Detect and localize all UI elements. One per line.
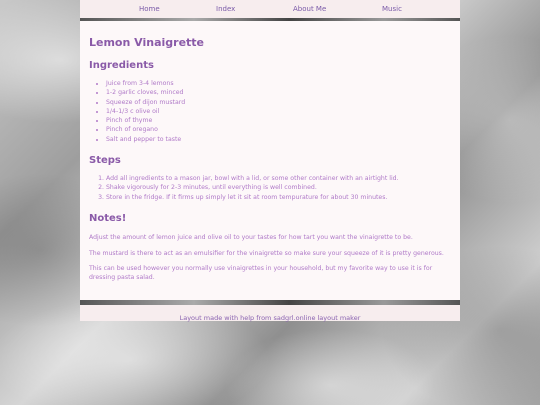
ingredient-item: • Pinch of thyme — [106, 116, 451, 125]
ingredient-item: • 1/4-1/3 c olive oil — [106, 107, 451, 116]
steps-heading: Steps — [89, 155, 121, 167]
nav-link-home[interactable]: Home — [139, 5, 160, 13]
note-paragraph: The mustard is there to act as an emulsifier for the vinaigrette so make sure your squeeze of it is pretty generous. — [89, 249, 444, 257]
ingredients-heading: Ingredients — [89, 60, 154, 71]
nav-link-about-me[interactable]: About Me — [293, 5, 327, 13]
notes-heading: Notes! — [89, 212, 127, 224]
step-item: 2. Shake vigorously for 2-3 minutes, until everything is well combined. — [106, 183, 451, 192]
nav-link-music[interactable]: Music — [382, 5, 402, 13]
page-title: Lemon Vinaigrette — [89, 36, 205, 49]
main-content — [80, 21, 460, 300]
ingredients-list — [89, 79, 451, 144]
note-paragraph: Adjust the amount of lemon juice and olive oil to your tastes for how tart you want the vinaigrette to be. — [89, 233, 413, 241]
footer — [80, 305, 460, 321]
steps-list — [89, 174, 451, 202]
step-item: 3. Store in the fridge. If it firms up simply let it sit at room tempurature for about 30 minutes. — [106, 193, 451, 202]
top-nav — [80, 0, 460, 18]
note-paragraph: This can be used however you normally use vinaigrettes in your household, but my favorite way to use it is for dressing pasta salad. — [89, 265, 433, 281]
ingredient-item: • Squeeze of dijon mustard — [106, 98, 451, 107]
nav-link-index[interactable]: Index — [216, 5, 236, 13]
ingredient-item: • 1-2 garlic cloves, minced — [106, 88, 451, 97]
footer-credit: Layout made with help from sadgrl.online layout maker — [179, 314, 361, 322]
ingredient-item: • Salt and pepper to taste — [106, 135, 451, 144]
ingredient-item: • Juice from 3-4 lemons — [106, 79, 451, 88]
ingredient-item: • Pinch of oregano — [106, 125, 451, 134]
step-item: 1. Add all ingredients to a mason jar, bowl with a lid, or some other container with an airtight lid. — [106, 174, 451, 183]
